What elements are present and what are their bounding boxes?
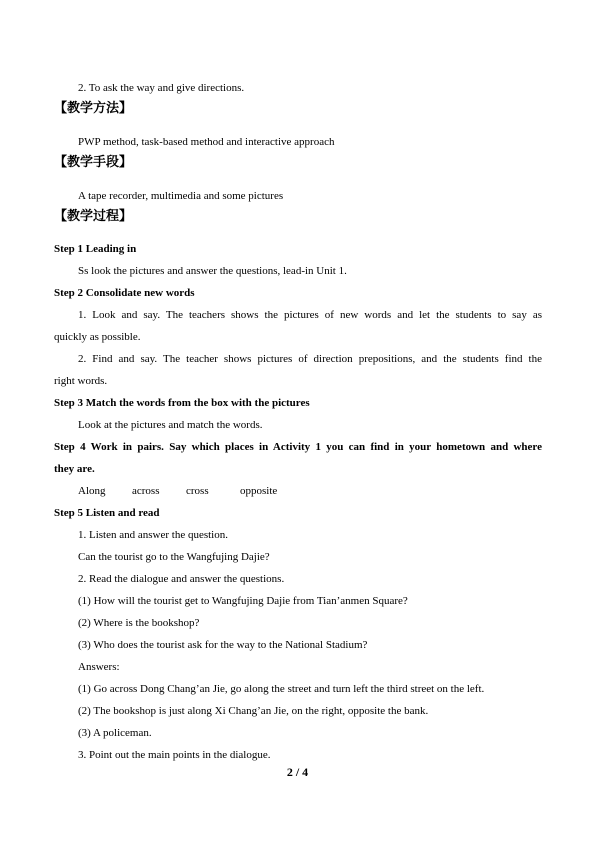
step5-q1: (1) How will the tourist get to Wangfujing Dajie from Tian’anmen Square?: [78, 595, 408, 607]
step4-title-line1: Step 4 Work in pairs. Say which places in Activity 1 you can find in your hometown and where: [54, 441, 542, 453]
objective-2: 2. To ask the way and give directions.: [78, 82, 245, 94]
step2-title: Step 2 Consolidate new words: [54, 287, 195, 299]
step5-item2: 2. Read the dialogue and answer the questions.: [78, 573, 285, 585]
means-text: A tape recorder, multimedia and some pictures: [78, 190, 284, 202]
step3-title: Step 3 Match the words from the box with the pictures: [54, 397, 310, 409]
step1-title: Step 1 Leading in: [54, 243, 137, 255]
step5-title: Step 5 Listen and read: [54, 507, 160, 519]
step5-item3: 3. Point out the main points in the dialogue.: [78, 749, 271, 761]
methods-heading: 【教学方法】: [54, 101, 133, 116]
word-along: Along: [78, 485, 106, 497]
step5-item1: 1. Listen and answer the question.: [78, 529, 228, 541]
step2-item1-line1: 1. Look and say. The teachers shows the pictures of new words and let the students to say as: [78, 309, 542, 321]
step2-item1-line2: quickly as possible.: [54, 331, 141, 343]
answer-1: (1) Go across Dong Chang’an Jie, go along the street and turn left the third street on the left.: [78, 683, 485, 695]
process-heading: 【教学过程】: [54, 209, 133, 224]
page-number: 2 / 4: [286, 765, 309, 779]
methods-text: PWP method, task-based method and interactive approach: [78, 136, 335, 148]
step5-question: Can the tourist go to the Wangfujing Dajie?: [78, 551, 270, 563]
answer-2: (2) The bookshop is just along Xi Chang’an Jie, on the right, opposite the bank.: [78, 705, 429, 717]
means-heading: 【教学手段】: [54, 155, 133, 170]
step1-text: Ss look the pictures and answer the questions, lead-in Unit 1.: [78, 265, 347, 277]
word-across: across: [132, 485, 160, 497]
step3-text: Look at the pictures and match the words.: [78, 419, 263, 431]
answers-label: Answers:: [78, 661, 120, 673]
answer-3: (3) A policeman.: [78, 727, 152, 739]
word-opposite: opposite: [240, 485, 278, 497]
step4-word-list: [78, 484, 542, 498]
step4-title-line2: they are.: [54, 463, 95, 475]
word-cross: cross: [186, 485, 209, 497]
step5-q3: (3) Who does the tourist ask for the way to the National Stadium?: [78, 639, 368, 651]
step2-item2-line2: right words.: [54, 375, 108, 387]
step2-item2-line1: 2. Find and say. The teacher shows pictures of direction prepositions, and the students find the: [78, 353, 542, 365]
step5-q2: (2) Where is the bookshop?: [78, 617, 200, 629]
